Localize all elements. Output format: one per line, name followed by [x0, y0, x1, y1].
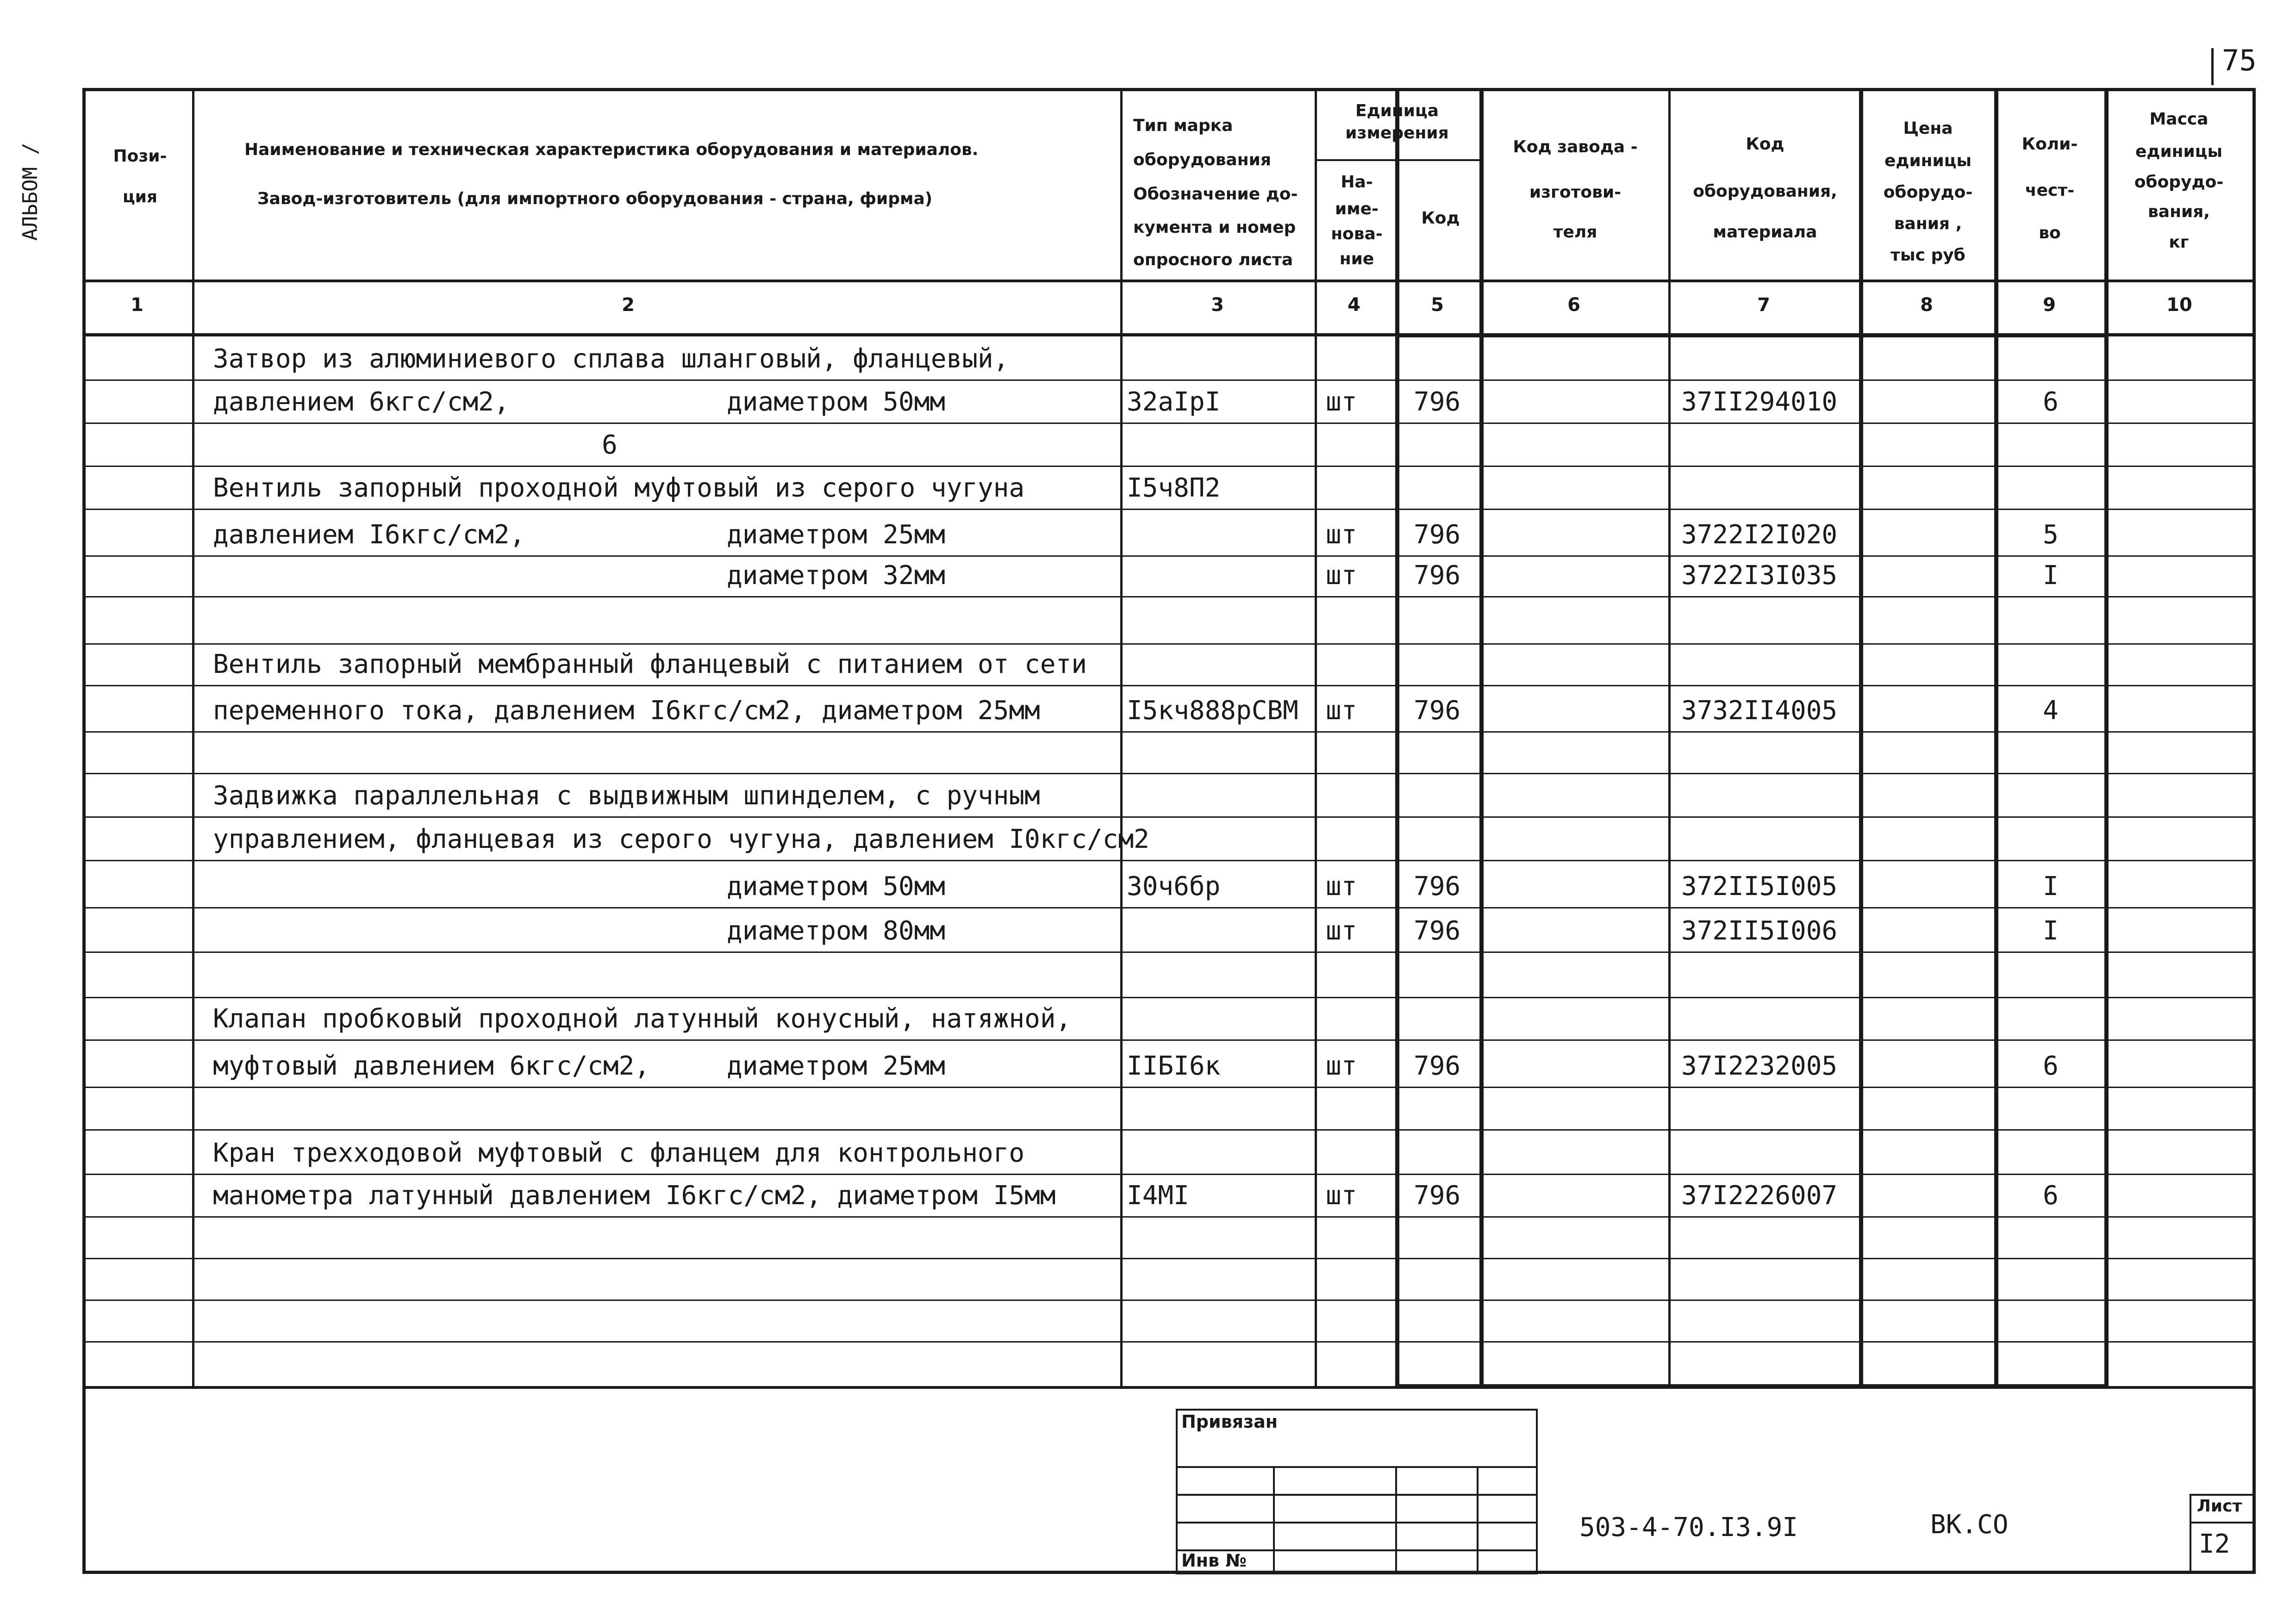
item-diameter: диаметром 80мм: [727, 916, 946, 946]
header-mass-line: кг: [2169, 233, 2189, 252]
row-line: [82, 997, 2256, 998]
item-quantity: 5: [2043, 520, 2059, 550]
item-name: Затвор из алюминиевого сплава шланговый, фланцевый,: [213, 344, 1009, 374]
inv-label: Инв №: [1181, 1550, 1247, 1571]
page-number-mark: [2211, 48, 2214, 85]
row-line: [82, 731, 2256, 733]
column-number: 4: [1348, 294, 1360, 316]
item-unit: шт: [1326, 1051, 1357, 1081]
page-number: 75: [2222, 44, 2257, 77]
item-name: муфтовый давлением 6кгс/см2,: [213, 1051, 650, 1081]
bold-block-top: [1395, 333, 2109, 337]
item-material-code: 3722I3I035: [1681, 560, 1838, 591]
row-line: [82, 1129, 2256, 1131]
column-number: 2: [622, 294, 635, 316]
item-diameter: диаметром 50мм: [727, 871, 946, 902]
item-unit: шт: [1326, 696, 1357, 726]
header-position-line: Пози-: [113, 147, 167, 166]
item-unit-code: 796: [1414, 1051, 1461, 1081]
item-unit-code: 796: [1414, 1181, 1461, 1211]
row-line: [82, 773, 2256, 774]
item-unit-code: 796: [1414, 520, 1461, 550]
row-line: [82, 1258, 2256, 1259]
header-material-code-line: Код: [1746, 135, 1784, 154]
side-label: АЛЬБОМ /: [19, 143, 42, 241]
item-name: переменного тока, давлением I6кгс/см2, диаметром 25мм: [213, 696, 1040, 726]
column-number: 1: [131, 294, 144, 316]
column-number: 8: [1920, 294, 1933, 316]
header-type-line: кумента и номер: [1133, 218, 1296, 237]
header-quantity-line: Коли-: [2021, 135, 2078, 154]
item-diameter: диаметром 25мм: [727, 520, 946, 550]
item-name: Задвижка параллельная с выдвижным шпинделем, с ручным: [213, 781, 1040, 811]
column-number: 5: [1431, 294, 1444, 316]
header-price-line: Цена: [1903, 119, 1953, 138]
row-line: [82, 1341, 2256, 1343]
item-quantity: 6: [2043, 1051, 2059, 1081]
item-type: I5кч888рСВМ: [1127, 696, 1298, 726]
header-factory-code-line: теля: [1553, 223, 1597, 242]
row-line: [82, 860, 2256, 861]
item-unit: шт: [1326, 560, 1357, 591]
row-line: [82, 1216, 2256, 1218]
header-name-line: Наименование и техническая характеристика оборудования и материалов.: [244, 140, 979, 159]
item-quantity: 6: [2043, 1181, 2059, 1211]
column-number: 7: [1757, 294, 1770, 316]
item-material-code: 37I2232005: [1681, 1051, 1838, 1081]
item-unit: шт: [1326, 871, 1357, 902]
doc-code: 503-4-70.I3.9I: [1579, 1512, 1798, 1542]
item-unit: шт: [1326, 916, 1357, 946]
header-type-line: Тип марка: [1133, 116, 1233, 135]
header-material-code-line: оборудования,: [1693, 182, 1837, 201]
row-line: [82, 907, 2256, 908]
header-type-line: оборудования: [1133, 150, 1271, 169]
header-subline: [1315, 159, 1479, 161]
row-line: [82, 816, 2256, 818]
item-type: 32аIрI: [1127, 387, 1221, 417]
item-quantity: I: [2043, 916, 2059, 946]
item-unit-code: 796: [1414, 916, 1461, 946]
sheet-number: I2: [2199, 1529, 2230, 1559]
item-quantity: 4: [2043, 696, 2059, 726]
column-line: [1479, 88, 1484, 1386]
column-number: 3: [1211, 294, 1224, 316]
item-unit-code: 796: [1414, 387, 1461, 417]
item-name: Вентиль запорный мембранный фланцевый с питанием от сети: [213, 649, 1087, 679]
item-material-code: 3722I2I020: [1681, 520, 1838, 550]
column-number: 10: [2166, 294, 2192, 316]
header-price-line: единицы: [1884, 151, 1972, 170]
row-line: [82, 685, 2256, 686]
header-price-line: оборудо-: [1883, 183, 1973, 202]
item-name: Клапан пробковый проходной латунный конусный, натяжной,: [213, 1004, 1072, 1034]
item-diameter: диаметром 25мм: [727, 1051, 946, 1081]
header-bottom-line: [82, 280, 2256, 282]
header-mass-line: единицы: [2135, 142, 2223, 161]
header-unit-name-line: име-: [1335, 199, 1379, 218]
header-unit-line: Единица: [1355, 101, 1439, 120]
item-type: I5ч8П2: [1127, 473, 1221, 503]
row-line: [82, 1039, 2256, 1041]
item-name: давлением I6кгс/см2,: [213, 520, 525, 550]
row-line: [82, 596, 2256, 597]
item-quantity: I: [2043, 871, 2059, 902]
item-name: манометра латунный давлением I6кгс/см2, диаметром I5мм: [213, 1181, 1056, 1211]
item-type: 30ч6бр: [1127, 871, 1221, 902]
item-material-code: 37II294010: [1681, 387, 1838, 417]
row-line: [82, 1300, 2256, 1301]
item-material-code: 372II5I005: [1681, 871, 1838, 902]
header-position-line: ция: [122, 187, 158, 206]
item-diameter: диаметром 50мм: [727, 387, 946, 417]
header-unit-line: измерения: [1345, 124, 1449, 143]
item-type: I4МI: [1127, 1181, 1189, 1211]
column-number: 9: [2043, 294, 2056, 316]
header-mass-line: оборудо-: [2134, 173, 2224, 192]
sheet-label: Лист: [2197, 1497, 2242, 1516]
section-code: ВК.СО: [1930, 1510, 2009, 1540]
bold-block-bottom: [1395, 1384, 2109, 1388]
header-unit-code: Код: [1421, 209, 1460, 228]
item-unit-code: 796: [1414, 871, 1461, 902]
item-unit-code: 796: [1414, 696, 1461, 726]
item-name: Вентиль запорный проходной муфтовый из серого чугуна: [213, 473, 1025, 503]
header-factory-code-line: изготови-: [1529, 183, 1622, 202]
item-material-code: 3732II4005: [1681, 696, 1838, 726]
item-quantity: 6: [2043, 387, 2059, 417]
column-line: [1395, 88, 1399, 1386]
bound-label: Привязан: [1181, 1412, 1278, 1432]
row-line: [82, 555, 2256, 557]
row-line: [82, 423, 2256, 424]
header-factory-code-line: Код завода -: [1513, 137, 1638, 156]
header-mass-line: вания,: [2148, 202, 2210, 221]
header-type-line: Обозначение до-: [1133, 185, 1298, 204]
column-line: [2104, 88, 2109, 1386]
item-quantity: I: [2043, 560, 2059, 591]
item-material-code: 372II5I006: [1681, 916, 1838, 946]
item-diameter: диаметром 32мм: [727, 560, 946, 591]
row-line: [82, 1174, 2256, 1175]
row-line: [82, 509, 2256, 510]
item-type: IIБI6к: [1127, 1051, 1221, 1081]
item-name: управлением, фланцевая из серого чугуна, давлением I0кгс/см2: [213, 824, 1149, 854]
row-line: [82, 951, 2256, 953]
header-quantity-line: чест-: [2025, 181, 2075, 200]
item-unit: шт: [1326, 520, 1357, 550]
item-name: Кран трехходовой муфтовый с фланцем для контрольного: [213, 1138, 1025, 1168]
column-line: [192, 88, 194, 1386]
header-unit-name-line: На-: [1341, 173, 1373, 192]
item-material-code: 37I2226007: [1681, 1181, 1838, 1211]
row-line: [82, 1087, 2256, 1088]
column-line: [1994, 88, 1998, 1386]
column-number: 6: [1567, 294, 1580, 316]
item-unit: шт: [1326, 1181, 1357, 1211]
item-unit-code: 796: [1414, 560, 1461, 591]
header-quantity-line: во: [2039, 224, 2061, 243]
header-price-line: тыс руб: [1890, 246, 1965, 265]
header-type-line: опросного листа: [1133, 250, 1293, 269]
column-line: [1120, 88, 1123, 1386]
header-unit-name-line: ние: [1339, 249, 1374, 268]
row-line: [82, 379, 2256, 381]
header-name-line: Завод-изготовитель (для импортного оборудования - страна, фирма): [257, 189, 933, 208]
row-line: [82, 643, 2256, 645]
item-name: давлением 6кгс/см2,: [213, 387, 510, 417]
header-unit-name-line: нова-: [1331, 224, 1383, 243]
item-diameter: 6: [602, 430, 618, 460]
header-material-code-line: материала: [1713, 223, 1817, 242]
item-unit: шт: [1326, 387, 1357, 417]
header-price-line: вания ,: [1894, 214, 1962, 233]
column-line: [1315, 88, 1317, 1386]
column-line: [1859, 88, 1863, 1386]
row-line: [82, 466, 2256, 467]
column-line: [1668, 88, 1671, 1386]
header-mass-line: Масса: [2149, 110, 2209, 129]
